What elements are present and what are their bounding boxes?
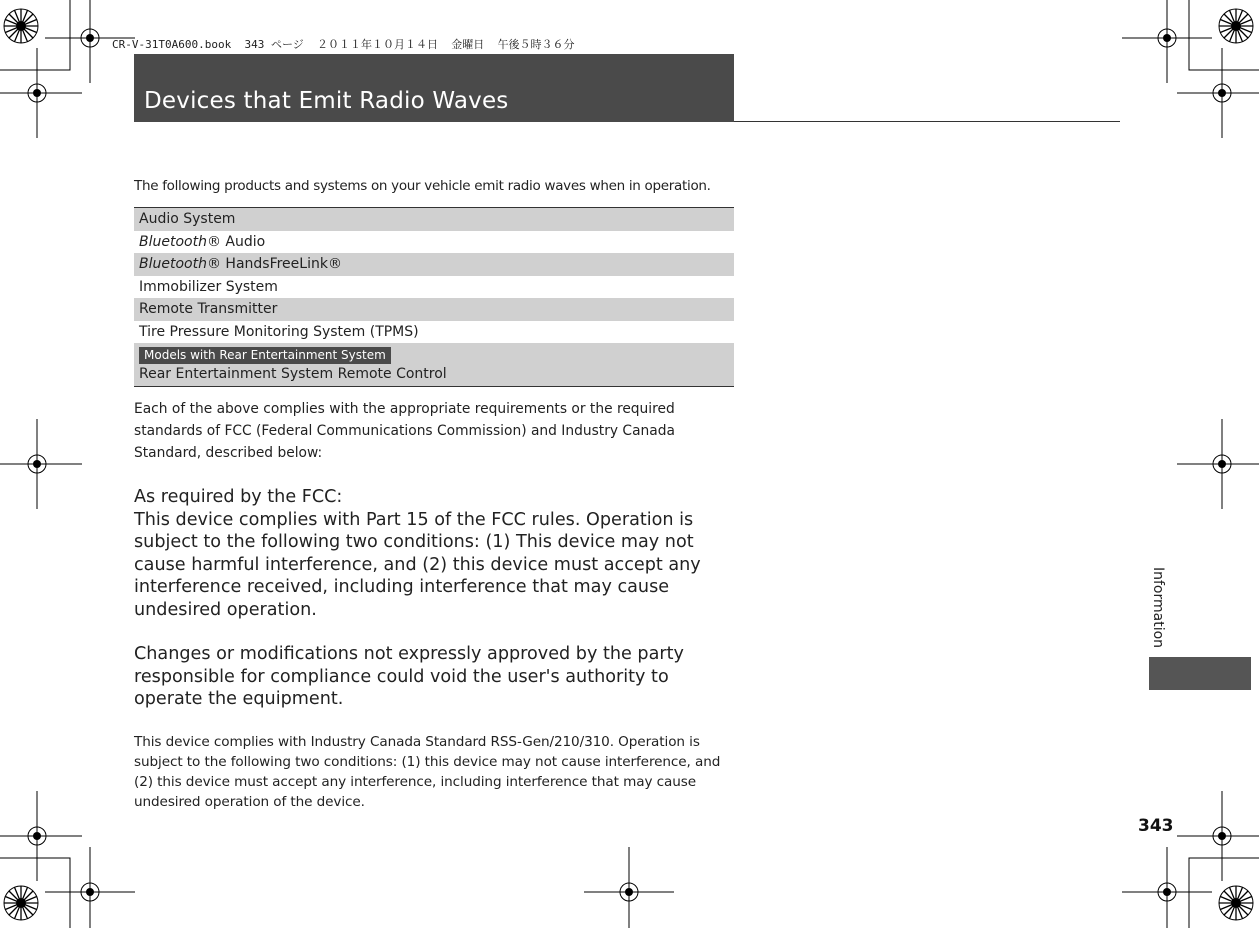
industry-canada-statement: This device complies with Industry Canada Standard RSS-Gen/210/310. Operation is subject to the following two conditions: (1) this device may not cause interference, and (2) this device must accept any interference, including interference that may cause undesired operation of the device. [134, 734, 721, 810]
compliance-intro: Each of the above complies with the appropriate requirements or the required standards of FCC (Federal Communications Commission) and Industry Canada Standard, described below: [134, 401, 675, 461]
device-immobilizer: Immobilizer System [139, 278, 278, 295]
device-handsfreelink: ® HandsFreeLink® [206, 256, 342, 272]
intro-text: The following products and systems on your vehicle emit radio waves when in operation. [134, 178, 711, 194]
model-badge: Models with Rear Entertainment System [139, 347, 391, 364]
table-row [134, 253, 734, 276]
table-row [134, 321, 734, 344]
page-title: Devices that Emit Radio Waves [144, 88, 509, 114]
side-tab [1149, 657, 1251, 690]
side-tab-label: Information [1150, 567, 1166, 649]
changes-warning: Changes or modifications not expressly approved by the party responsible for compliance could void the user's authority to operate the equipment. [134, 644, 684, 710]
title-rule [734, 121, 1120, 122]
device-bluetooth-audio: ® Audio [206, 233, 266, 250]
page-number: 343 [1138, 816, 1174, 836]
table-row [134, 276, 734, 299]
device-bluetooth-brand: Bluetooth [139, 256, 207, 272]
device-table [134, 207, 734, 387]
fcc-text: This device complies with Part 15 of the FCC rules. Operation is subject to the following two conditions: (1) This device may not cause harmful interference, and (2) this device must accept any interference received, including interference that may cause undesired operation. [134, 509, 701, 620]
device-bluetooth-brand: Bluetooth [139, 233, 207, 250]
print-header: CR-V-31T0A600.book 343 ページ ２０１１年１０月１４日 金曜日 午後５時３６分 [112, 38, 575, 51]
device-tpms: Tire Pressure Monitoring System (TPMS) [139, 323, 419, 340]
device-rear-remote: Rear Entertainment System Remote Control [139, 366, 447, 382]
table-row [134, 298, 734, 321]
table-row [134, 343, 734, 386]
fcc-statement [134, 486, 734, 622]
device-audio-system: Audio System [139, 211, 236, 227]
table-row [134, 208, 734, 231]
table-row [134, 231, 734, 254]
device-remote-transmitter: Remote Transmitter [139, 301, 278, 317]
fcc-heading: As required by the FCC: [134, 487, 343, 507]
